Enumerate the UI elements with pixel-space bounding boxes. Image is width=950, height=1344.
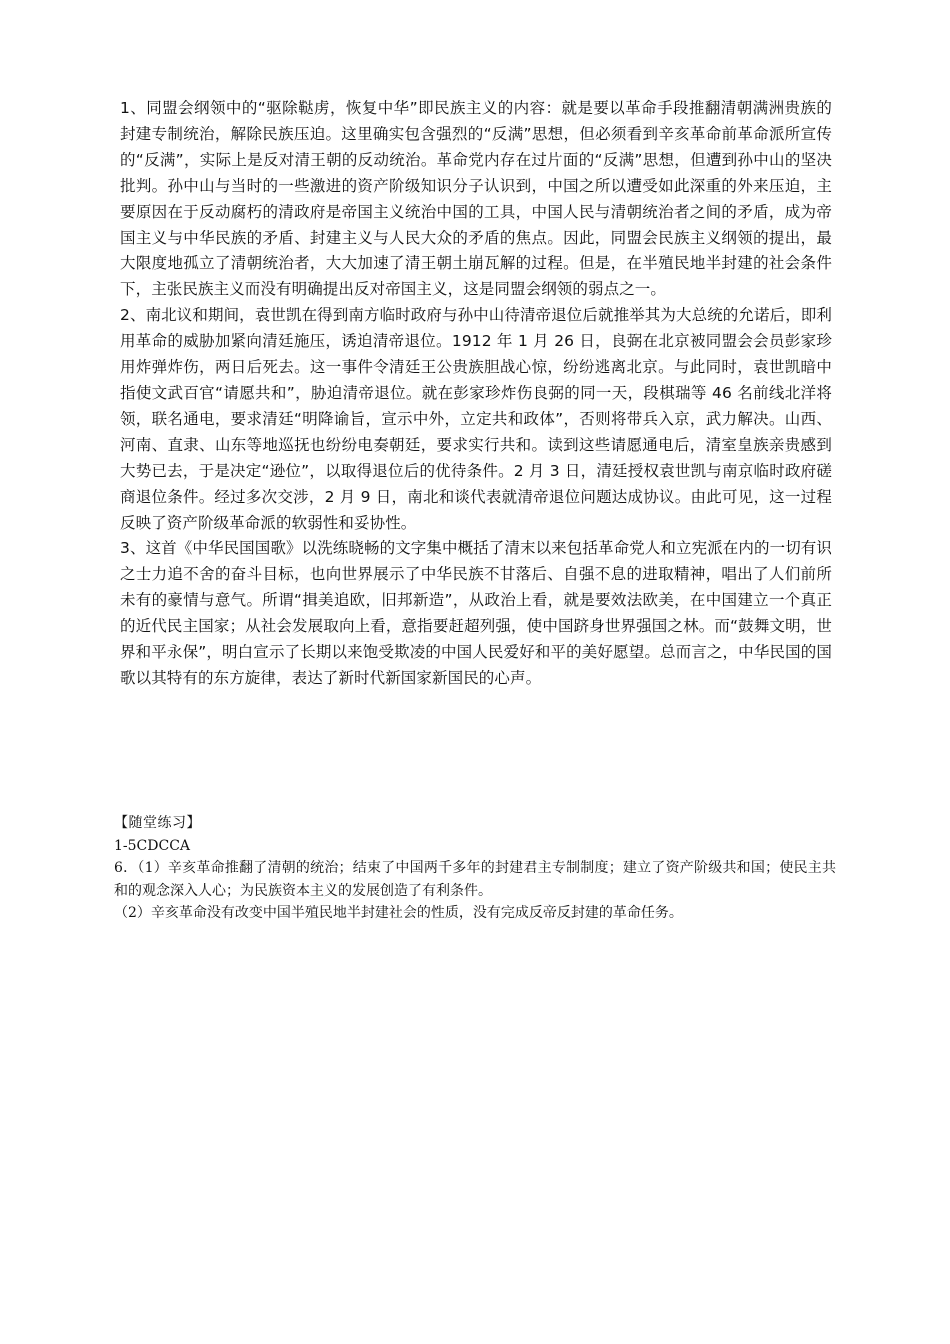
- exercise-heading: 【随堂练习】: [114, 815, 201, 831]
- question-6-part-1: 6．（1）辛亥革命推翻了清朝的统治；结束了中国两千多年的封建君主专制制度；建立了资产阶级共和国；使民主共和的观念深入人心；为民族资本主义的发展创造了有利条件。: [114, 860, 836, 899]
- exercise-section: [114, 812, 836, 925]
- answer-section: [120, 96, 832, 692]
- answer-paragraph-2: 2、南北议和期间，袁世凯在得到南方临时政府与孙中山待清帝退位后就推举其为大总统的允诺后，即利用革命的威胁加紧向清廷施压，诱迫清帝退位。1912 年 1 月 26 日，良弼在北京被同盟会会员彭家珍用炸弹炸伤，两日后死去。这一事件令清廷王公贵族胆战心惊，纷纷逃离北京。与此同时，袁世凯暗中指使文武百官“请愿共和”，胁迫清帝退位。就在彭家珍炸伤良弼的同一天，段棋瑞等 46 名前线北洋将领，联名通电，要求清廷“明降谕旨，宣示中外，立定共和政体”，否则将带兵入京，武力解决。山西、河南、直隶、山东等地巡抚也纷纷电奏朝廷，要求实行共和。读到这些请愿通电后，清室皇族亲贵感到大势已去，于是决定“逊位”，以取得退位后的优待条件。2 月 3 日，清廷授权袁世凯与南京临时政府磋商退位条件。经过多次交涉，2 月 9 日，南北和谈代表就清帝退位问题达成协议。由此可见，这一过程反映了资产阶级革命派的软弱性和妥协性。: [120, 306, 832, 532]
- choice-answers: 1-5CDCCA: [114, 837, 191, 854]
- answer-paragraph-3: 3、这首《中华民国国歌》以洗练晓畅的文字集中概括了清末以来包括革命党人和立宪派在内的一切有识之士力追不舍的奋斗目标，也向世界展示了中华民族不甘落后、自强不息的进取精神，唱出了人们前所未有的豪情与意气。所谓“揖美追欧，旧邦新造”，从政治上看，就是要效法欧美，在中国建立一个真正的近代民主国家；从社会发展取向上看，意指要赶超列强，使中国跻身世界强国之林。而“鼓舞文明，世界和平永保”，明白宣示了长期以来饱受欺凌的中国人民爱好和平的美好愿望。总而言之，中华民国的国歌以其特有的东方旋律，表达了新时代新国家新国民的心声。: [120, 539, 832, 687]
- answer-paragraph-1: 1、同盟会纲领中的“驱除鞑虏，恢复中华”即民族主义的内容：就是要以革命手段推翻清朝满洲贵族的封建专制统治，解除民族压迫。这里确实包含强烈的“反满”思想，但必须看到辛亥革命前革命派所宣传的“反满”，实际上是反对清王朝的反动统治。革命党内存在过片面的“反满”思想，但遭到孙中山的坚决批判。孙中山与当时的一些激进的资产阶级知识分子认识到，中国之所以遭受如此深重的外来压迫，主要原因在于反动腐朽的清政府是帝国主义统治中国的工具，中国人民与清朝统治者之间的矛盾，成为帝国主义与中华民族的矛盾、封建主义与人民大众的矛盾的焦点。因此，同盟会民族主义纲领的提出，最大限度地孤立了清朝统治者，大大加速了清王朝土崩瓦解的过程。但是，在半殖民地半封建的社会条件下，主张民族主义而没有明确提出反对帝国主义，这是同盟会纲领的弱点之一。: [120, 99, 832, 299]
- question-6-part-2: （2）辛亥革命没有改变中国半殖民地半封建社会的性质，没有完成反帝反封建的革命任务。: [114, 905, 683, 921]
